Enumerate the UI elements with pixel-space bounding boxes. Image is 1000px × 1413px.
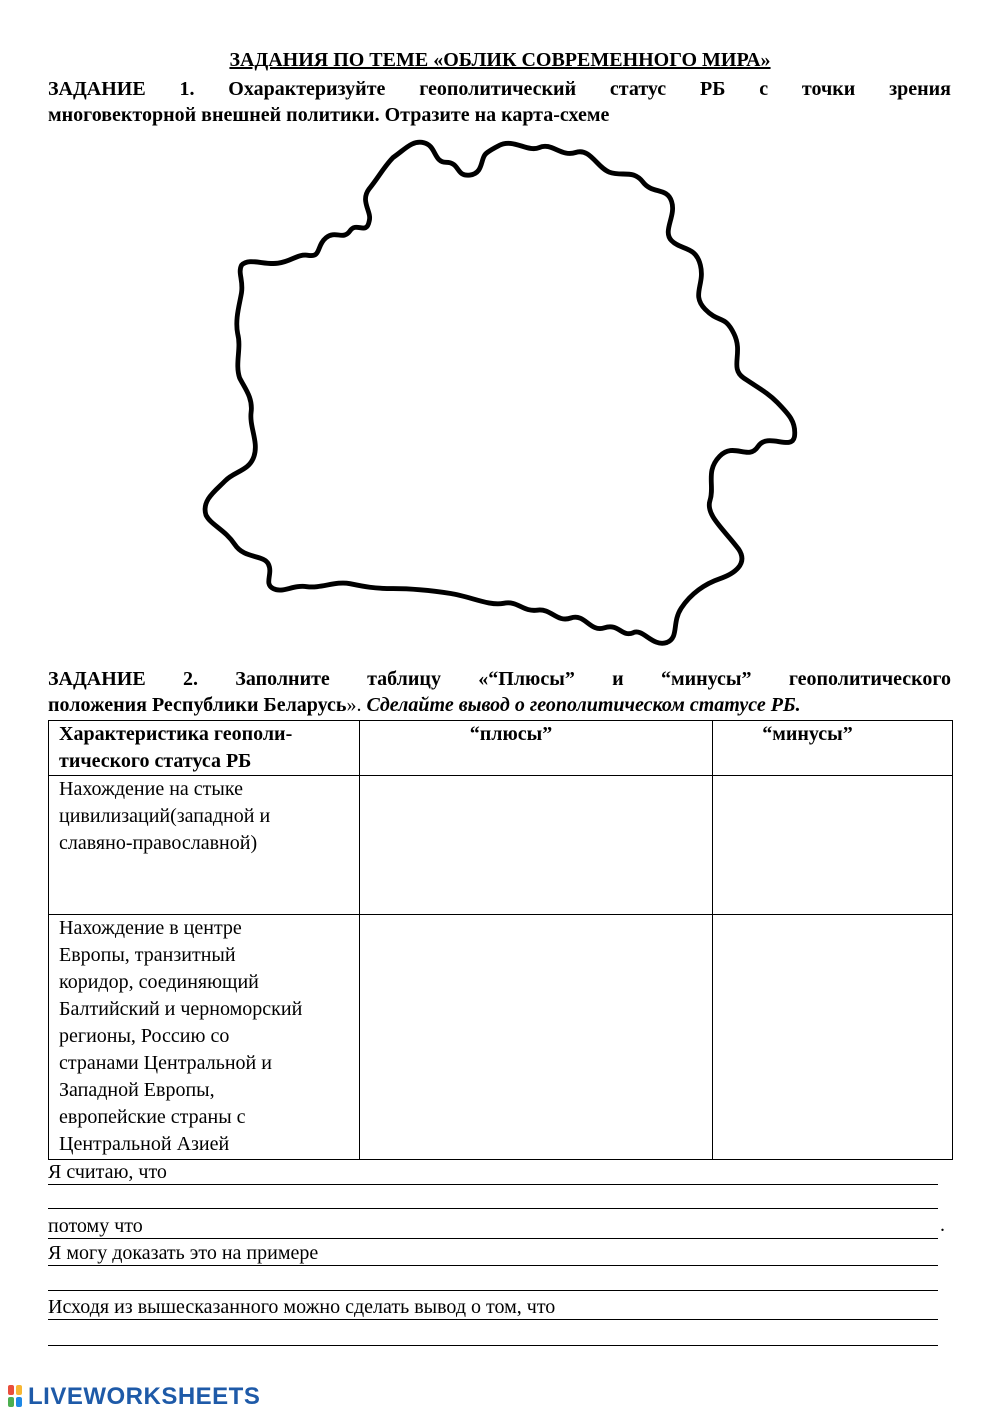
header-minus: “минусы” [713,721,953,776]
table-header-row [49,721,953,776]
row-2-text-line: Нахождение в центре [59,917,242,939]
because-answer-line[interactable] [48,1214,938,1239]
i-think-label: Я считаю, что [48,1161,167,1183]
i-think-answer-line[interactable] [48,1160,938,1185]
row-2-text-line: коридор, соединяющий [59,971,259,993]
row-2-text-line: Центральной Азией [59,1133,230,1155]
row-1-text-line: цивилизаций(западной и [59,805,271,827]
row-2-text-line: европейские страны с [59,1106,246,1128]
header-plus: “плюсы” [360,721,713,776]
row-2-text-line: регионы, Россию со [59,1025,230,1047]
header-characteristic-line-1: Характеристика геополи- [59,723,293,745]
answer-blank-line[interactable] [48,1345,938,1346]
prove-label: Я могу доказать это на примере [48,1242,319,1264]
row-1-characteristic [49,776,360,915]
table-row [49,915,953,1160]
row-2-plus-cell[interactable] [360,915,713,1160]
row-1-text-line: славяно-православной) [59,832,258,854]
task-2-line-2-bold: положения Республики Беларусь [48,694,347,716]
end-dot: . [940,1214,945,1236]
liveworksheets-logo-icon [8,1385,24,1409]
task-2-instruction: Сделайте вывод о геополитическом статусе РБ. [366,694,801,716]
header-characteristic-line-2: тического статуса РБ [59,750,252,772]
answer-blank-line[interactable] [48,1208,938,1209]
belarus-outline-map-icon [170,120,830,660]
row-2-text-line: странами Центральной и [59,1052,272,1074]
prove-answer-line[interactable] [48,1241,938,1266]
row-2-minus-cell[interactable] [713,915,953,1160]
task-2-line-2-plain: ». [346,694,367,716]
table-row [49,776,953,915]
task-1-line-1: ЗАДАНИЕ 1. Охарактеризуйте геополитический статус РБ с точки зрения [48,78,951,100]
row-1-plus-cell[interactable] [360,776,713,915]
row-2-characteristic [49,915,360,1160]
row-1-minus-cell[interactable] [713,776,953,915]
row-2-text-line: Западной Европы, [59,1079,215,1101]
row-1-text-line: Нахождение на стыке [59,778,243,800]
task-2-line-1: ЗАДАНИЕ 2. Заполните таблицу «“Плюсы” и “минусы” геополитического [48,668,951,690]
task-2-text [48,666,951,718]
because-label: потому что [48,1215,143,1237]
plus-minus-table [48,720,953,1160]
liveworksheets-logo [8,1382,260,1412]
header-characteristic [49,721,360,776]
map-border-path [205,142,795,643]
task-2-line-2 [48,694,801,716]
answer-blank-line[interactable] [48,1290,938,1291]
conclude-answer-line[interactable] [48,1295,938,1320]
conclude-label: Исходя из вышесказанного можно сделать вывод о том, что [48,1296,556,1318]
page-title: ЗАДАНИЯ ПО ТЕМЕ «ОБЛИК СОВРЕМЕННОГО МИРА» [229,49,771,71]
row-2-text-line: Европы, транзитный [59,944,236,966]
row-2-text-line: Балтийский и черноморский [59,998,303,1020]
logo-text: LIVEWORKSHEETS [28,1383,261,1410]
task-1-line-2: многовекторной внешней политики. Отразите на карта-схеме [48,104,610,126]
